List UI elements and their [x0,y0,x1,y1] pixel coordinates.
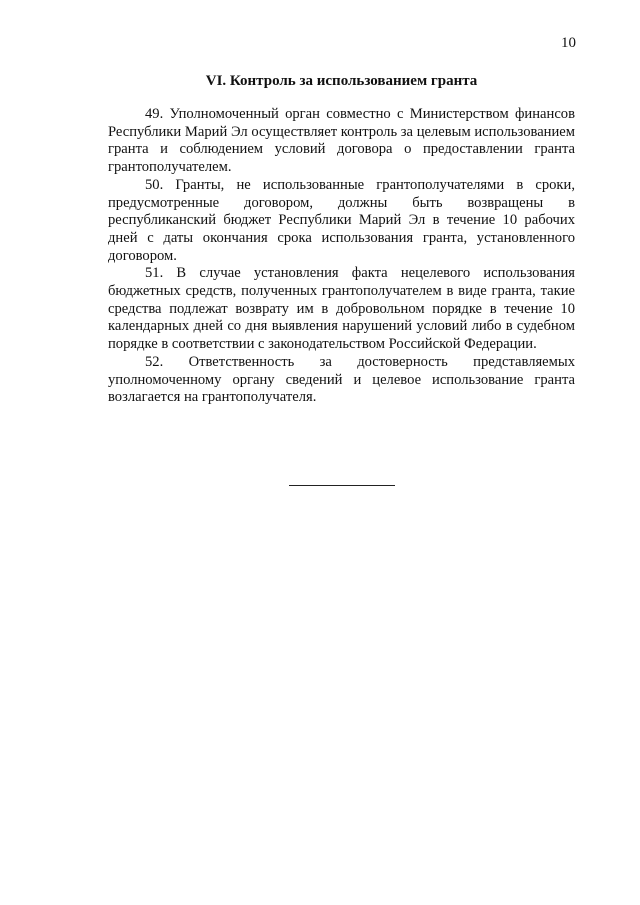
end-divider [289,485,395,486]
paragraph-50: 50. Гранты, не использованные грантополучателями в сроки, предусмотренные договором, должны быть возвращены в республиканский бюджет Республики Марий Эл в течение 10 рабочих дней с даты окончания срока использования гранта, установленного договором. [108,176,575,264]
paragraph-49: 49. Уполномоченный орган совместно с Министерством финансов Республики Марий Эл осуществляет контроль за целевым использованием гранта и соблюдением условий договора о предоставлении гранта грантополучателем. [108,106,575,176]
paragraph-52: 52. Ответственность за достоверность представляемых уполномоченному органу сведений и целевое использование гранта возлагается на грантополучателя. [108,353,575,406]
page-number: 10 [561,35,576,51]
section-title: VI. Контроль за использованием гранта [205,73,478,89]
section-body [108,106,575,407]
paragraph-51: 51. В случае установления факта нецелевого использования бюджетных средств, полученных грантополучателем в виде гранта, такие средства подлежат возврату им в добровольном порядке в течение 10 календарных дней со дня выявления нарушений условий либо в судебном порядке в соответствии с законодательством Российской Федерации. [108,265,575,353]
